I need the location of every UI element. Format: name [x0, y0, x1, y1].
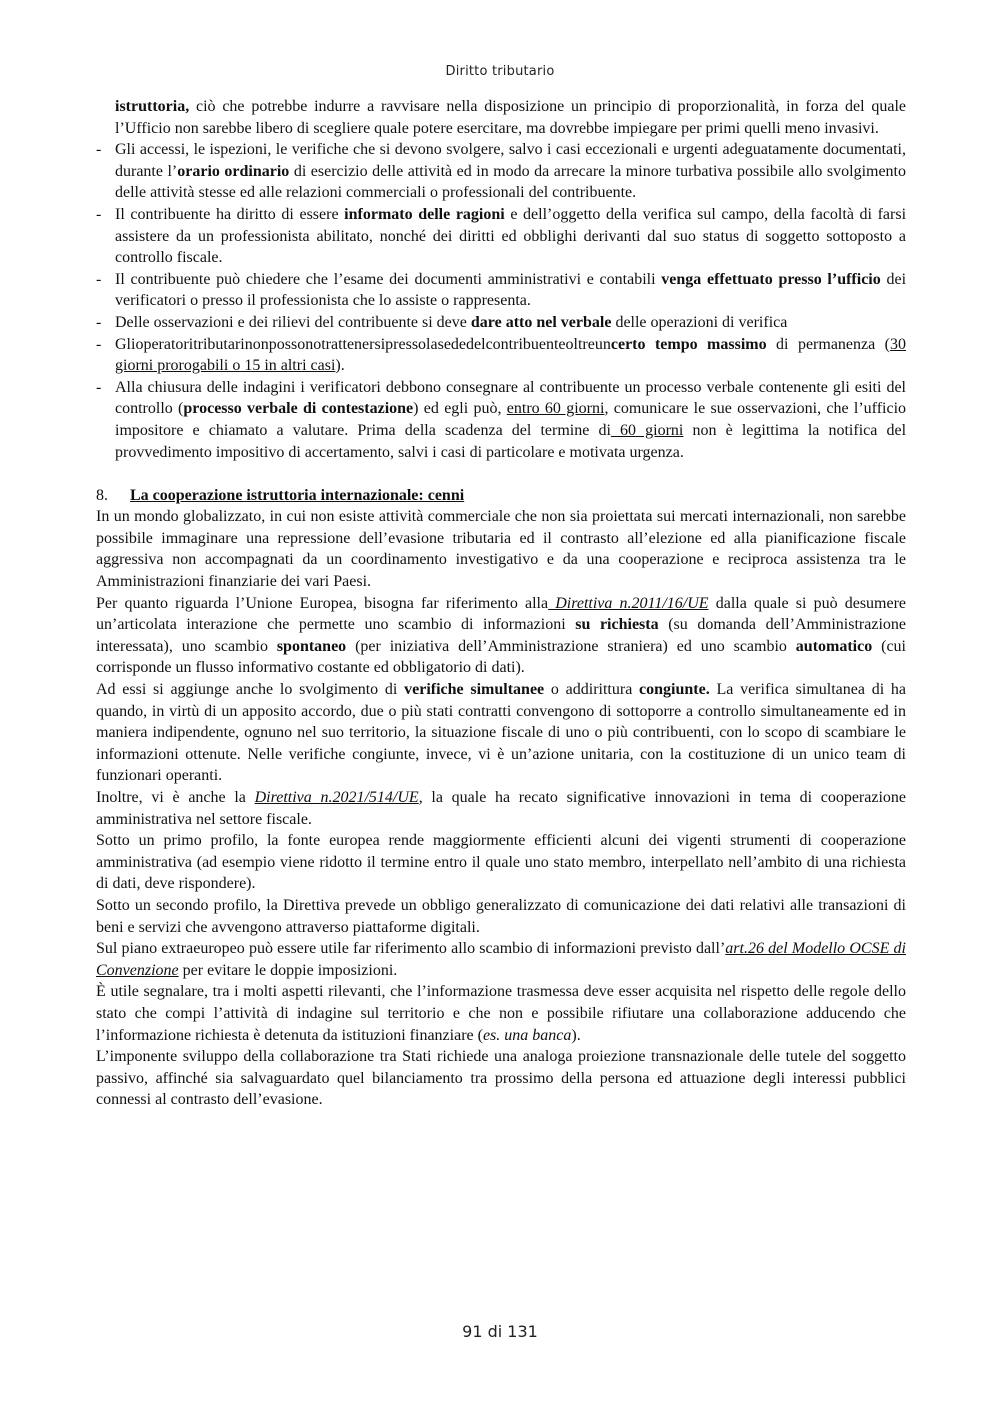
section-number: 8. [96, 486, 108, 504]
paragraph-globalizzazione: In un mondo globalizzato, in cui non esiste attività commerciale che non sia proiettata sui mercati internazionali, non sarebbe possibile immaginare una repressione dell’evasione tributaria ed il contrasto all’elezione ed alla pianificazione fiscale aggressiva non accompagnati da un coordinamento investigativo e da una cooperazione e reciproca assistenza tra le Amministrazioni finanziarie dei vari Paesi. [96, 508, 906, 591]
bullet-dash: - [96, 335, 102, 353]
list-item-orario: - Gli accessi, le ispezioni, le verifiche che si devono svolgere, salvo i casi eccezionali e urgenti adeguatamente documentati, durante l’orario ordinario di esercizio delle attività ed in modo da arrecare la minore turbativa possibile allo svolgimento delle attività stesse ed alle relazioni commerciali o professionali del contribuente. [96, 141, 907, 202]
list-item-verbale: - Delle osservazioni e dei rilievi del contribuente si deve dare atto nel verbale delle operazioni di verifica [96, 312, 906, 334]
paragraph-direttiva-2021: Inoltre, vi è anche la Direttiva n.2021/514/UE, la quale ha recato significative innovazioni in tema di cooperazione amministrativa nel settore fiscale. [96, 789, 907, 828]
guarantees-list [96, 139, 906, 463]
intro-paragraph: istruttoria, ciò che potrebbe indurre a ravvisare nella disposizione un principio di proporzionalità, in forza del quale l’Ufficio non sarebbe libero di scegliere quale potere esercitare, ma dovrebbe impiegare per primi quelli meno invasivi. [115, 98, 906, 137]
bullet-dash: - [96, 378, 102, 396]
list-item-informato: - Il contribuente ha diritto di essere informato delle ragioni e dell’oggetto della verifica sul campo, della facoltà di farsi assistere da un professionista abilitato, nonché dei diritti ed obblighi derivanti dal suo status di soggetto sottoposto a controllo fiscale. [96, 205, 907, 267]
bullet-dash: - [96, 205, 102, 223]
bullet-dash: - [96, 270, 102, 288]
paragraph-primo-profilo: Sotto un primo profilo, la fonte europea rende maggiormente efficienti alcuni dei vigenti strumenti di cooperazione amministrativa (ad esempio viene ridotto il termine entro il quale uno stato membro, interpellato nell’ambito di una richiesta di dati, deve rispondere). [96, 832, 906, 893]
section-title: La cooperazione istruttoria internazionale: cenni [130, 486, 465, 504]
bullet-dash: - [96, 313, 102, 331]
paragraph-ocse: Sul piano extraeuropeo può essere utile far riferimento allo scambio di informazioni previsto dall’art.26 del Modello OCSE di Convenzione per evitare le doppie imposizioni. [96, 940, 906, 979]
paragraph-verifiche: Ad essi si aggiunge anche lo svolgimento di verifiche simultanee o addirittura congiunte. La verifica simultanea di ha quando, in virtù di un apposito accordo, due o più stati contratti convengono di sottoporre a controllo simultaneamente ed in maniera indipendente, ognuno nel suo territorio, la situazione fiscale di uno o più contribuenti, con lo scopo di scambiare le informazioni ottenute. Nelle verifiche congiunte, invece, vi è un’azione unitaria, con la costituzione di un unico team di funzionari operanti. [96, 681, 907, 785]
paragraph-segnalare: È utile segnalare, tra i molti aspetti rilevanti, che l’informazione trasmessa deve esser acquisita nel rispetto delle regole dello stato che compi l’attività di indagine sul territorio e che non e possibile rifiutare una collaborazione adducendo che l’informazione richiesta è detenuta da istituzioni finanziare (es. una banca). [96, 983, 906, 1044]
paragraph-tutele: L’imponente sviluppo della collaborazione tra Stati richiede una analoga proiezione transnazionale delle tutele del soggetto passivo, affinché sia salvaguardato quel bilanciamento tra prossimo della persona ed attuazione degli interessi pubblici connessi al contrasto dell’evasione. [96, 1048, 906, 1109]
paragraph-secondo-profilo: Sotto un secondo profilo, la Direttiva prevede un obbligo generalizzato di comunicazione dei dati relativi alle transazioni di beni e servizi che avvengono attraverso piattaforme digitali. [96, 896, 906, 936]
running-header: Diritto tributario [445, 64, 555, 79]
section-heading [96, 485, 906, 507]
list-item-esame-ufficio: - Il contribuente può chiedere che l’esame dei documenti amministrativi e contabili venga effettuato presso l’ufficio dei verificatori o presso il professionista che lo assiste o rappresenta. [96, 270, 907, 310]
bullet-dash: - [96, 141, 102, 159]
page-number: 91 di 131 [462, 1322, 538, 1341]
list-item-permanenza: - Glioperatoritributarinonpossonotrattenersipressolasededelcontribuenteoltreuncerto tempo massimo di permanenza (30 giorni prorogabili o 15 in altri casi). [96, 335, 907, 375]
paragraph-unione-europea: Per quanto riguarda l’Unione Europea, bisogna far riferimento alla Direttiva n.2011/16/UE dalla quale si può desumere un’articolata interazione che permette uno scambio di informazioni su richiesta (su domanda dell’Amministrazione interessata), uno scambio spontaneo (per iniziativa dell’Amministrazione straniera) ed uno scambio automatico (cui corrisponde un flusso informativo costante ed obbligatorio di dati). [96, 594, 907, 677]
list-item-chiusura: - Alla chiusura delle indagini i verificatori debbono consegnare al contribuente un processo verbale contenente gli esiti del controllo (processo verbale di contestazione) ed egli può, entro 60 giorni, comunicare le sue osservazioni, che l’ufficio impositore e chiamato a valutare. Prima della scadenza del termine di 60 giorni non è legittima la notifica del provvedimento impositivo di accertamento, salvi i casi di particolare e motivata urgenza. [96, 378, 907, 461]
page-content [96, 96, 906, 1111]
